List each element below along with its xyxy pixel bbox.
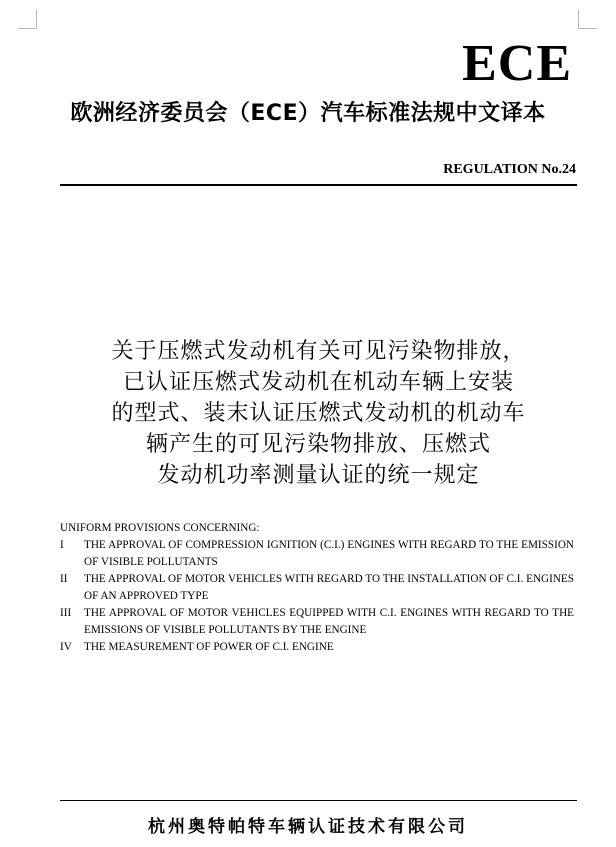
title-line: 辆产生的可见污染物排放、压燃式 [145, 432, 491, 457]
crop-mark-top-left [18, 10, 37, 29]
provision-item [60, 639, 574, 656]
provision-number: IV [60, 641, 72, 653]
title-line: 关于压燃式发动机有关可见污染物排放， [111, 339, 526, 364]
provision-item [60, 605, 574, 639]
provision-number: I [60, 539, 64, 551]
company-name: 杭州奥特帕特车辆认证技术有限公司 [148, 817, 468, 837]
provisions-heading: UNIFORM PROVISIONS CONCERNING: [60, 522, 260, 534]
crop-mark-top-right [578, 10, 597, 29]
footer-divider [60, 800, 577, 801]
title-line: 的型式、装末认证压燃式发动机的机动车 [111, 401, 526, 426]
ece-logo: ECE [462, 35, 572, 92]
header-divider [60, 184, 577, 186]
chinese-regulation-title [60, 336, 577, 491]
provision-text: THE APPROVAL OF MOTOR VEHICLES WITH REGARD TO THE INSTALLATION OF C.I. ENGINES OF AN APPROVED TYPE [84, 573, 574, 602]
provision-number: II [60, 573, 68, 585]
provision-text: THE APPROVAL OF MOTOR VEHICLES EQUIPPED WITH C.I. ENGINES WITH REGARD TO THE EMISSIONS OF VISIBLE POLLUTANTS BY THE ENGINE [84, 607, 574, 636]
title-line: 已认证压燃式发动机在机动车辆上安装 [122, 370, 514, 395]
document-series-title: 欧洲经济委员会（ECE）汽车标准法规中文译本 [70, 101, 546, 126]
provision-text: THE APPROVAL OF COMPRESSION IGNITION (C.I.) ENGINES WITH REGARD TO THE EMISSION OF VISIBLE POLLUTANTS [84, 539, 574, 568]
provision-item [60, 537, 574, 571]
provision-text: THE MEASUREMENT OF POWER OF C.I. ENGINE [84, 641, 334, 653]
provisions-section [60, 520, 574, 656]
title-line: 发动机功率测量认证的统一规定 [157, 463, 480, 488]
regulation-number: REGULATION No.24 [443, 162, 576, 177]
provision-item [60, 571, 574, 605]
provision-number: III [60, 607, 72, 619]
